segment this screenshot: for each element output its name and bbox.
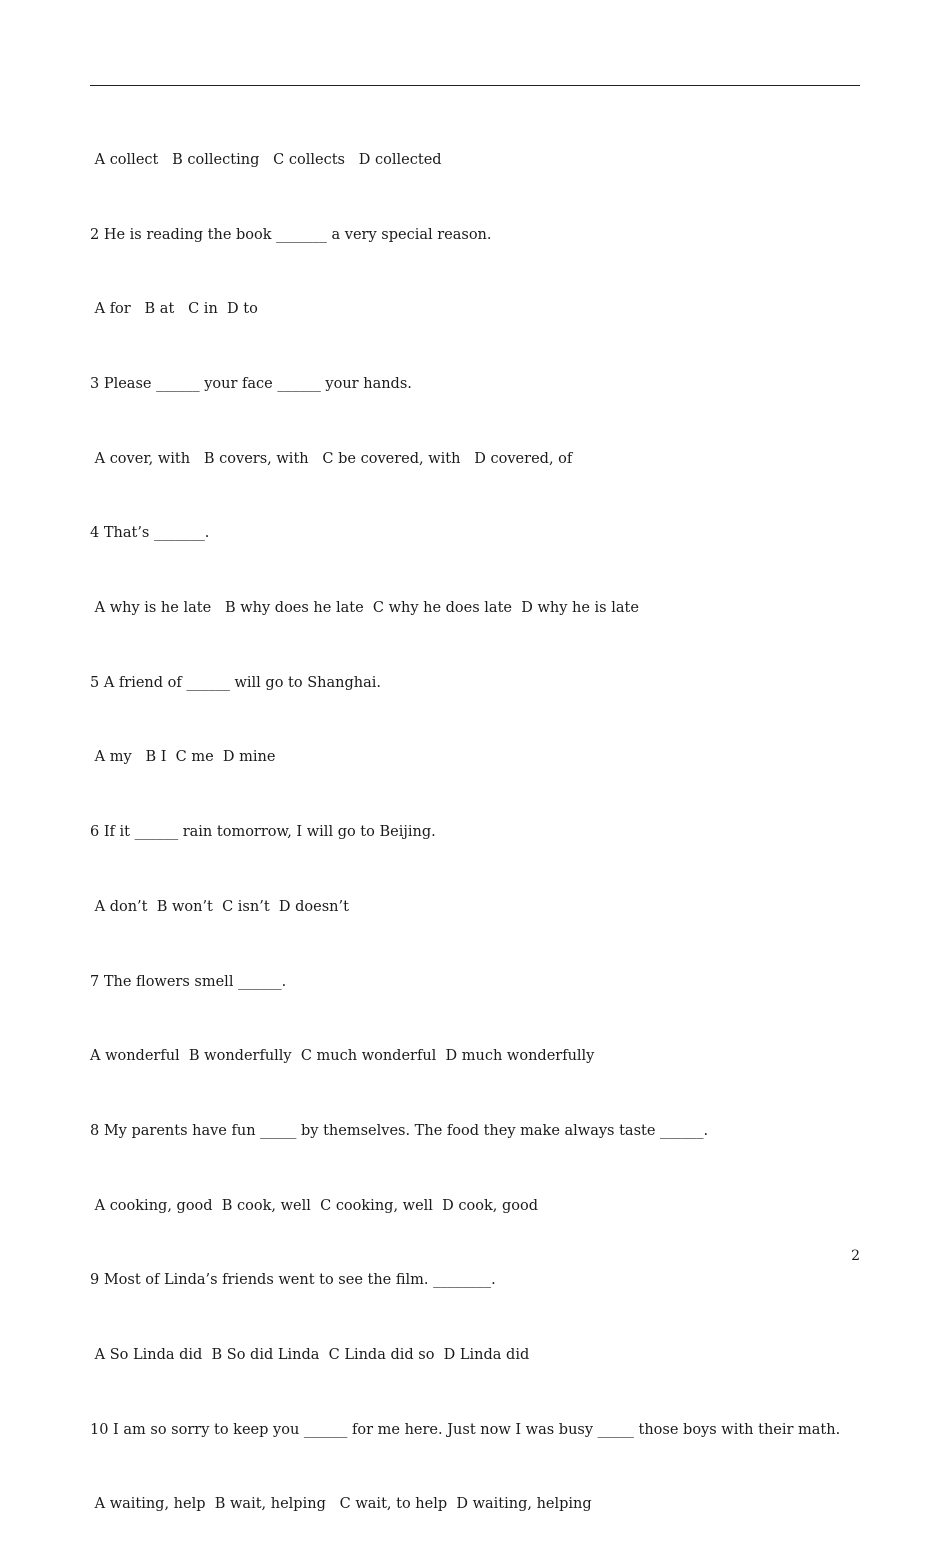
question-list	[90, 98, 860, 1567]
q9-stem: 9 Most of Linda’s friends went to see the film. ________.	[90, 1272, 496, 1289]
q4-options: A why is he late B why does he late C why he does late D why he is late	[90, 600, 639, 617]
q1-options: A collect B collecting C collects D collected	[90, 151, 442, 168]
q10-stem: 10 I am so sorry to keep you ______ for me here. Just now I was busy _____ those boys with their math.	[90, 1421, 841, 1438]
q2-stem: 2 He is reading the book _______ a very special reason.	[90, 226, 492, 243]
q6-stem: 6 If it ______ rain tomorrow, I will go to Beijing.	[90, 824, 436, 841]
q10-options: A waiting, help B wait, helping C wait, to help D waiting, helping	[90, 1496, 592, 1513]
q7-stem: 7 The flowers smell ______.	[90, 973, 287, 990]
q3-stem: 3 Please ______ your face ______ your hands.	[90, 375, 412, 392]
q8-options: A cooking, good B cook, well C cooking, well D cook, good	[90, 1197, 538, 1214]
header-rule	[90, 85, 860, 86]
q8-stem: 8 My parents have fun _____ by themselves. The food they make always taste ______.	[90, 1122, 709, 1139]
q2-options: A for B at C in D to	[90, 301, 258, 318]
q5-stem: 5 A friend of ______ will go to Shanghai.	[90, 674, 381, 691]
q9-options: A So Linda did B So did Linda C Linda did so D Linda did	[90, 1347, 530, 1364]
q5-options: A my B I C me D mine	[90, 749, 276, 766]
q3-options: A cover, with B covers, with C be covered, with D covered, of	[90, 450, 573, 467]
q7-options: A wonderful B wonderfully C much wonderful D much wonderfully	[90, 1048, 595, 1065]
q6-options: A don’t B won’t C isn’t D doesn’t	[90, 898, 349, 915]
q4-stem: 4 That’s _______.	[90, 525, 210, 542]
page-number: 2	[851, 1248, 860, 1264]
